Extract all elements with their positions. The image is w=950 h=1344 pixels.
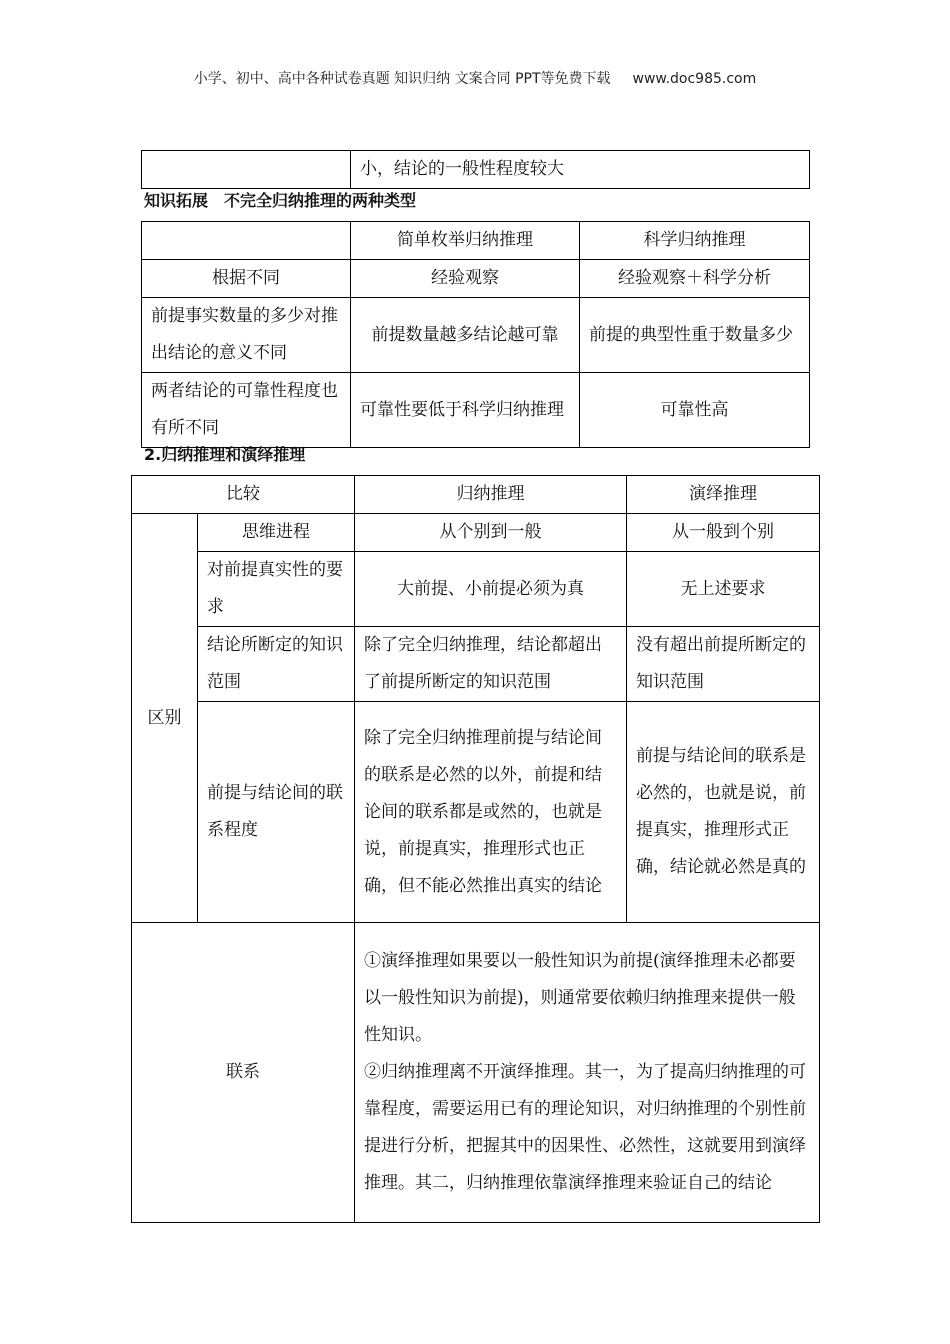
scientific-cell: 可靠性高 xyxy=(580,373,810,448)
table-row xyxy=(142,373,810,448)
table-row xyxy=(132,514,820,552)
relation-paragraph-2: ②归纳推理离不开演绎推理。其一，为了提高归纳推理的可靠程度，需要运用已有的理论知识，对归纳推理的个别性前提进行分析，把握其中的因果性、必然性，这就要用到演绎推理。其二，归纳推理依靠演绎推理来验证自己的结论 xyxy=(364,1062,806,1193)
induction-types-table xyxy=(141,221,810,448)
corner-cell xyxy=(142,222,351,260)
section1-title: 知识拓展 不完全归纳推理的两种类型 xyxy=(144,191,417,210)
header-url[interactable]: www.doc985.com xyxy=(632,71,757,87)
header-scientific-induction: 科学归纳推理 xyxy=(580,222,810,260)
page-header xyxy=(0,68,950,88)
header-compare: 比较 xyxy=(132,476,355,514)
inductive-cell: 大前提、小前提必须为真 xyxy=(355,552,627,627)
relation-label: 联系 xyxy=(132,923,355,1223)
deductive-cell: 从一般到个别 xyxy=(627,514,820,552)
row-label: 前提事实数量的多少对推出结论的意义不同 xyxy=(142,298,351,373)
table-row xyxy=(142,298,810,373)
group-label-difference: 区别 xyxy=(132,514,198,923)
empty-cell xyxy=(142,151,351,189)
simple-cell: 可靠性要低于科学归纳推理 xyxy=(351,373,580,448)
simple-cell: 经验观察 xyxy=(351,260,580,298)
header-text: 小学、初中、高中各种试卷真题 知识归纳 文案合同 PPT等免费下载 xyxy=(193,71,611,87)
inductive-cell: 从个别到一般 xyxy=(355,514,627,552)
simple-cell: 前提数量越多结论越可靠 xyxy=(351,298,580,373)
deductive-cell: 没有超出前提所断定的知识范围 xyxy=(627,627,820,702)
row-label: 结论所断定的知识范围 xyxy=(198,627,355,702)
section2-title: 2.归纳推理和演绎推理 xyxy=(144,445,306,464)
row-label: 对前提真实性的要求 xyxy=(198,552,355,627)
row-label: 根据不同 xyxy=(142,260,351,298)
scientific-cell: 经验观察＋科学分析 xyxy=(580,260,810,298)
header-inductive: 归纳推理 xyxy=(355,476,627,514)
relation-cell xyxy=(355,923,820,1223)
table-row xyxy=(142,260,810,298)
table-row xyxy=(132,552,820,627)
induction-deduction-table xyxy=(131,475,820,1223)
scientific-cell: 前提的典型性重于数量多少 xyxy=(580,298,810,373)
inductive-cell: 除了完全归纳推理前提与结论间的联系是必然的以外，前提和结论间的联系都是或然的，也就是说，前提真实，推理形式也正确，但不能必然推出真实的结论 xyxy=(355,702,627,923)
relation-paragraph-1: ①演绎推理如果要以一般性知识为前提(演绎推理未必都要以一般性知识为前提)，则通常要依赖归纳推理来提供一般性知识。 xyxy=(364,951,796,1045)
row-label: 两者结论的可靠性程度也有所不同 xyxy=(142,373,351,448)
table-row xyxy=(132,702,820,923)
inductive-cell: 除了完全归纳推理，结论都超出了前提所断定的知识范围 xyxy=(355,627,627,702)
table-row xyxy=(132,627,820,702)
continued-table xyxy=(141,150,810,189)
deductive-cell: 前提与结论间的联系是必然的，也就是说，前提真实，推理形式正确，结论就必然是真的 xyxy=(627,702,820,923)
row-label: 思维进程 xyxy=(198,514,355,552)
row-label: 前提与结论间的联系程度 xyxy=(198,702,355,923)
table-row xyxy=(132,923,820,1223)
continued-text: 小，结论的一般性程度较大 xyxy=(351,151,810,189)
header-simple-enumeration: 简单枚举归纳推理 xyxy=(351,222,580,260)
header-deductive: 演绎推理 xyxy=(627,476,820,514)
deductive-cell: 无上述要求 xyxy=(627,552,820,627)
